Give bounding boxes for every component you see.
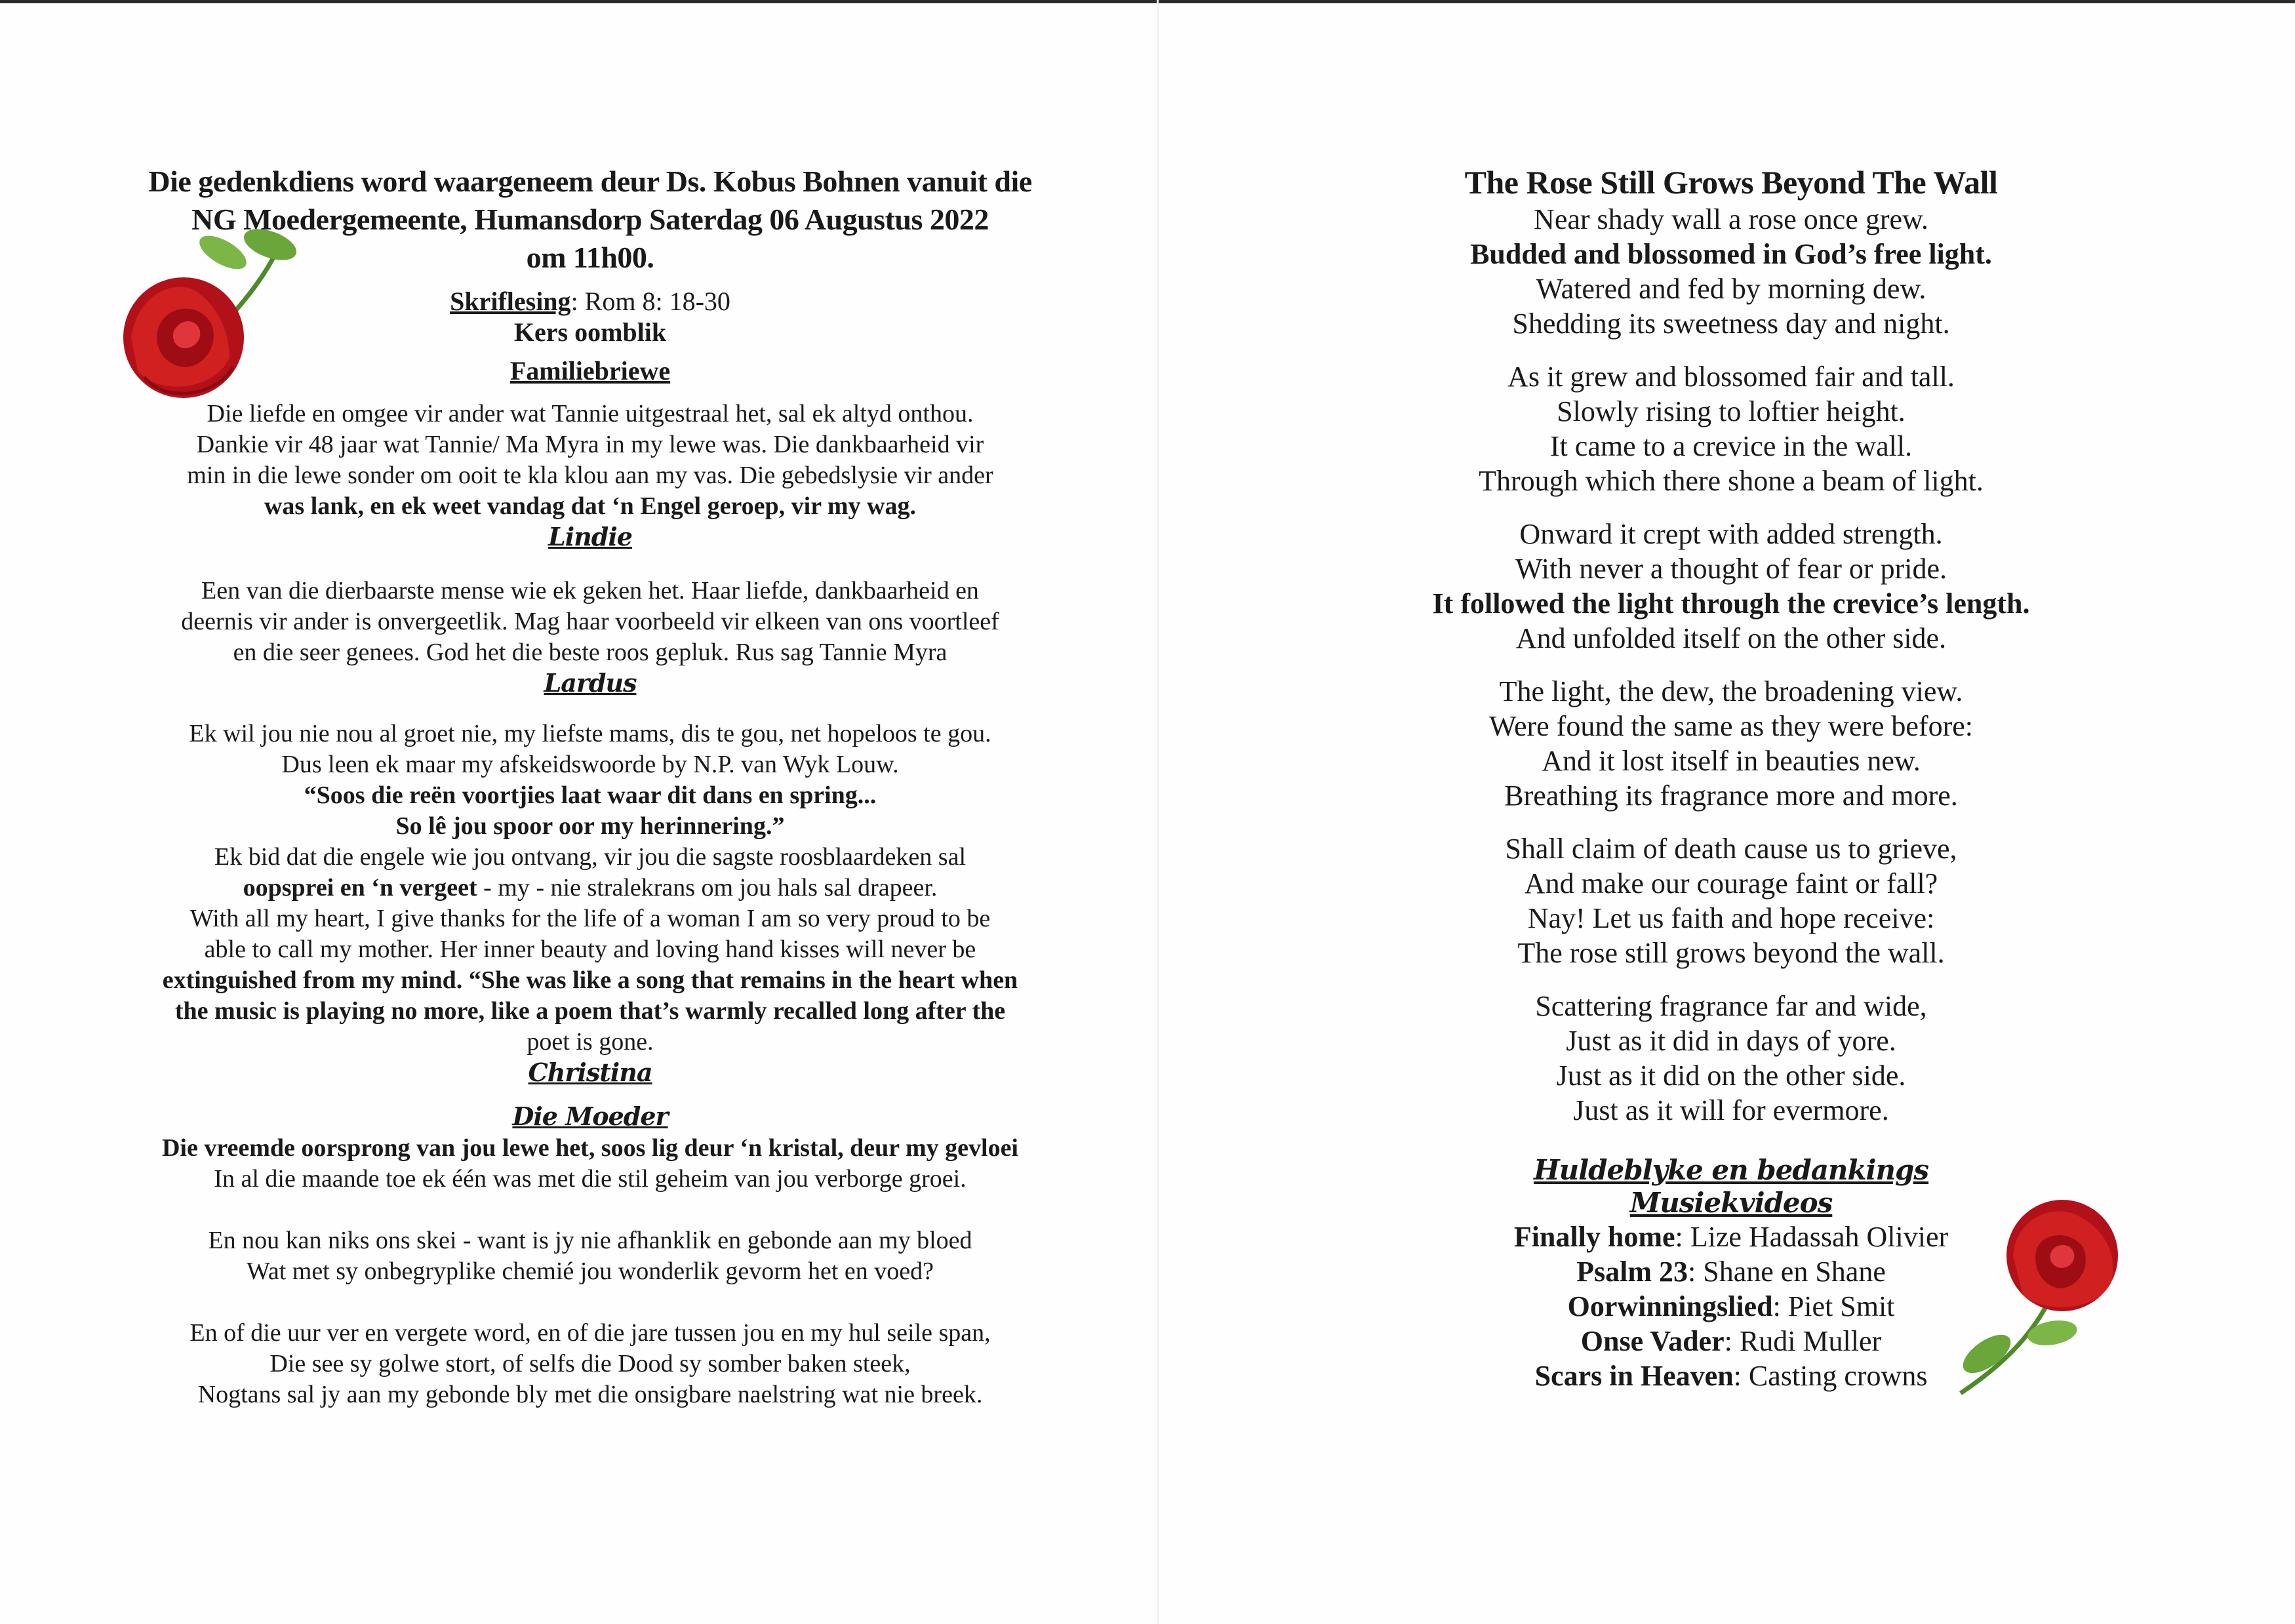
center-fold [1157,0,1159,1624]
poem-line: Onward it crept with added strength. [1519,518,1943,550]
poem-title: Die Moeder [512,1101,668,1131]
letter-fragment: - my - nie stralekrans om jou hals sal drapeer. [477,874,938,901]
poem-line: It followed the light through the crevice’s length. [1432,587,2030,620]
song-title: Psalm 23 [1576,1256,1688,1288]
intro-line: NG Moedergemeente, Humansdorp Saterdag 06 Augustus 2022 [191,203,989,236]
poem-line: It came to a crevice in the wall. [1549,430,1913,462]
stanza [1305,517,2157,656]
song-title: Onse Vader [1580,1325,1725,1357]
signature-christina: Christina [528,1058,652,1087]
poem-line: Watered and fed by morning dew. [1536,273,1926,305]
song-artist: Shane en Shane [1703,1256,1886,1288]
family-letter-christina [79,719,1102,1088]
letter-line [79,873,1102,903]
letter-bold-fragment: oopsprei en ‘n vergeet [243,874,477,901]
signature-lindie: Lindie [548,522,632,551]
letter-line: extinguished from my mind. “She was like a song that remains in the heart when [162,966,1018,994]
poem-line: Near shady wall a rose once grew. [1534,203,1928,235]
letter-line: able to call my mother. Her inner beauty and loving hand kisses will never be [204,936,976,963]
poem-line: With never a thought of fear or pride. [1515,553,1947,585]
song-item: Oorwinningslied: Piet Smit [1567,1290,1895,1322]
poem-line: And unfolded itself on the other side. [1515,622,1947,654]
top-edge-line [0,0,2295,3]
poem-line: Shedding its sweetness day and night. [1512,307,1950,340]
letter-line: min in die lewe sonder om ooit te kla klou aan my vas. Die gebedslysie vir ander [187,462,993,489]
scripture-label: Skriflesing [450,287,571,316]
music-videos-title: Musiekvideos [1629,1187,1833,1219]
poem-line: Shall claim of death cause us to grieve, [1505,833,1957,865]
poem-die-moeder [79,1100,1102,1410]
intro-line: Die gedenkdiens word waargeneem deur Ds. Kobus Bohnen vanuit die [148,165,1032,198]
stanza [1305,989,2157,1128]
stanza [1305,202,2157,341]
poem-line: As it grew and blossomed fair and tall. [1507,361,1955,393]
letter-quote: “Soos die reën voortjies laat waar dit dans en spring... [304,782,877,809]
poem-line: Through which there shone a beam of light. [1479,465,1984,497]
poem-line: Breathing its fragrance more and more. [1504,780,1958,812]
letter-line: Dankie vir 48 jaar wat Tannie/ Ma Myra in my lewe was. Die dankbaarheid vir [196,431,984,458]
song-artist: Rudi Muller [1739,1325,1882,1357]
letter-line: en die seer genees. God het die beste roos gepluk. Rus sag Tannie Myra [233,639,948,666]
poem-line: Budded and blossomed in God’s free light. [1470,238,1992,270]
rose-illustration [1941,1190,2138,1400]
stanza [1305,674,2157,813]
candle-moment: Kers oomblik [513,317,667,347]
song-artist: Casting crowns [1748,1360,1928,1392]
letter-quote: So lê jou spoor oor my herinnering.” [395,812,785,840]
song-artist: Lize Hadassah Olivier [1690,1221,1949,1253]
poem-line: Just as it did in days of yore. [1566,1025,1896,1057]
poem-line: And make our courage faint or fall? [1524,867,1938,900]
poem-line: The light, the dew, the broadening view. [1499,675,1963,707]
poem-line: Just as it did on the other side. [1556,1060,1906,1092]
letter-line: the music is playing no more, like a poem that’s warmly recalled long after the [174,997,1006,1025]
letter-line: With all my heart, I give thanks for the life of a woman I am so very proud to be [190,905,991,932]
signature-lardus: Lardus [544,668,637,698]
poem-line: The rose still grows beyond the wall. [1517,937,1945,969]
letter-line: Ek bid dat die engele wie jou ontvang, vir jou die sagste roosblaardeken sal [214,843,966,871]
song-artist: Piet Smit [1787,1290,1895,1322]
song-title: Finally home [1513,1221,1675,1253]
poem-line: En nou kan niks ons skei - want is jy nie afhanklik en gebonde aan my bloed [208,1227,972,1254]
poem-line: Die vreemde oorsprong van jou lewe het, soos lig deur ‘n kristal, deur my gevloei [161,1134,1018,1162]
song-item: Onse Vader: Rudi Muller [1580,1325,1882,1357]
poem-line: Scattering fragrance far and wide, [1535,990,1927,1022]
poem-line: In al die maande toe ek één was met die stil geheim van jou verborge groei. [214,1165,967,1193]
family-letter-lardus [79,576,1102,698]
letter-line: Die liefde en omgee vir ander wat Tannie uitgestraal het, sal ek altyd onthou. [207,400,974,427]
poem-line: Wat met sy onbegryplike chemié jou wonderlik gevorm het en voed? [247,1258,934,1285]
song-item: Psalm 23: Shane en Shane [1576,1256,1886,1288]
letter-line: deernis vir ander is onvergeetlik. Mag haar voorbeeld vir elkeen van ons voortleef [181,608,999,635]
letter-line: Dus leen ek maar my afskeidswoorde by N.P. van Wyk Louw. [281,751,899,778]
song-title: Scars in Heaven [1534,1360,1734,1392]
poem-rose-beyond-wall [1305,163,2157,1128]
tributes-title: Huldeblyke en bedankings [1533,1154,1929,1186]
poem-line: Just as it will for evermore. [1573,1094,1889,1126]
song-item: Scars in Heaven: Casting crowns [1534,1360,1928,1392]
scripture-ref: : Rom 8: 18-30 [570,287,730,316]
poem-line: Slowly rising to loftier height. [1557,395,1906,427]
letter-line: Een van die dierbaarste mense wie ek geken het. Haar liefde, dankbaarheid en [201,577,979,604]
family-letters-title: Familiebriewe [509,356,671,386]
song-item: Finally home: Lize Hadassah Olivier [1513,1221,1949,1253]
poem-line: Die see sy golwe stort, of selfs die Dood sy somber baken steek, [269,1350,911,1377]
letter-line: was lank, en ek weet vandag dat ‘n Engel geroep, vir my wag. [264,492,916,520]
poem-line: Were found the same as they were before: [1488,710,1973,742]
letter-line: Ek wil jou nie nou al groet nie, my liefste mams, dis te gou, net hopeloos te gou. [189,720,991,747]
stanza [1305,359,2157,498]
poem-line: And it lost itself in beauties new. [1542,745,1921,777]
letter-line: poet is gone. [527,1028,654,1056]
rose-illustration [118,226,321,423]
poem-title: The Rose Still Grows Beyond The Wall [1464,164,1998,201]
poem-line: En of die uur ver en vergete word, en of die jare tussen jou en my hul seile span, [190,1319,991,1347]
intro-line: om 11h00. [526,241,654,274]
poem-line: Nogtans sal jy aan my gebonde bly met die onsigbare naelstring wat nie breek. [197,1381,983,1408]
stanza [1305,831,2157,970]
poem-line: Nay! Let us faith and hope receive: [1527,902,1935,934]
song-title: Oorwinningslied [1567,1290,1773,1322]
